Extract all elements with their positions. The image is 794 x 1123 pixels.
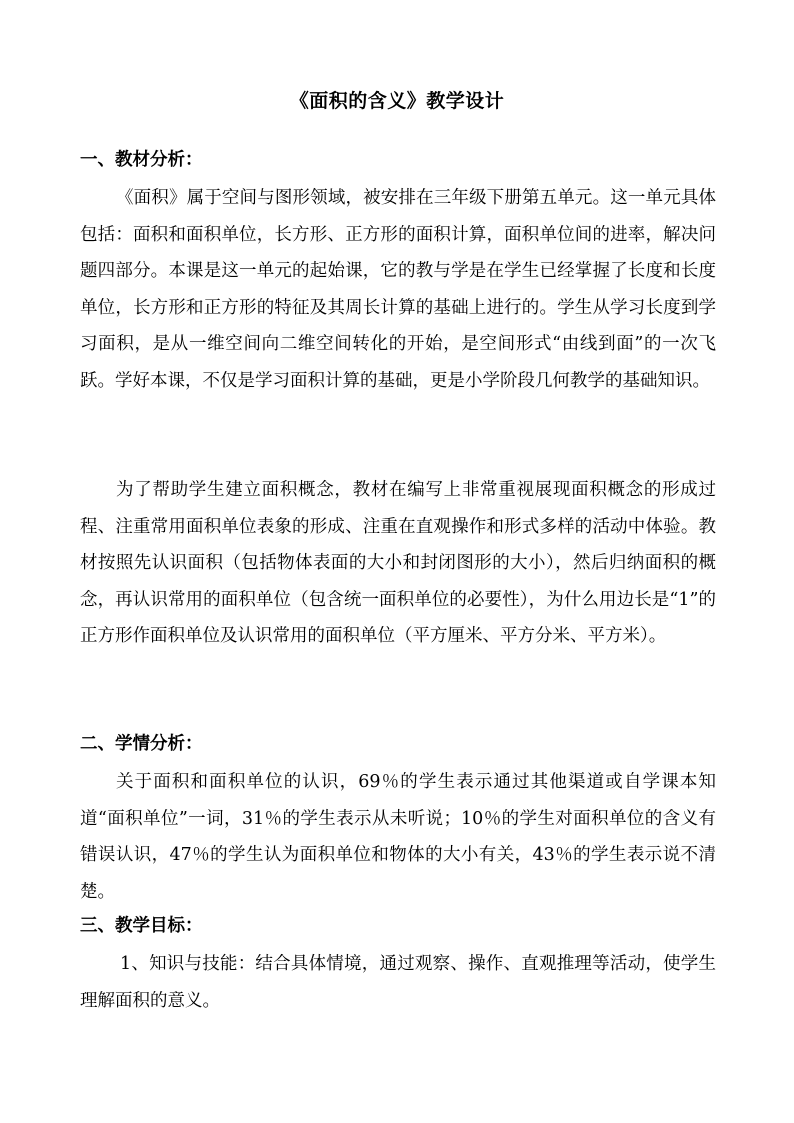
paragraph-teaching-goal-1: 1、知识与技能：结合具体情境，通过观察、操作、直观推理等活动，使学生理解面积的意义。	[80, 954, 716, 1011]
paragraph-textbook-analysis-2: 为了帮助学生建立面积概念，教材在编写上非常重视展现面积概念的形成过程、注重常用面积单位表象的形成、注重在直观操作和形式多样的活动中体验。教材按照先认识面积（包括物体表面的大小和封闭图形的大小），然后归纳面积的概念，再认识常用的面积单位（包含统一面积单位的必要性），为什么用边长是“1”的正方形作面积单位及认识常用的面积单位（平方厘米、平方分米、平方米）。	[80, 480, 716, 646]
paragraph-textbook-analysis-1: 《面积》属于空间与图形领域，被安排在三年级下册第五单元。这一单元具体包括：面积和面积单位，长方形、正方形的面积计算，面积单位间的进率，解决问题四部分。本课是这一单元的起始课，它的教与学是在学生已经掌握了长度和长度单位，长方形和正方形的特征及其周长计算的基础上进行的。学生从学习长度到学习面积，是从一维空间向二维空间转化的开始，是空间形式“由线到面”的一次飞跃。学好本课，不仅是学习面积计算的基础，更是小学阶段几何教学的基础知识。	[80, 188, 716, 391]
paragraph-student-analysis: 关于面积和面积单位的认识，69％的学生表示通过其他渠道或自学课本知道“面积单位”一词，31％的学生表示从未听说；10％的学生对面积单位的含义有错误认识，47％的学生认为面积单位和物体的大小有关，43％的学生表示说不清楚。	[80, 772, 716, 902]
section-heading-student-analysis: 二、学情分析：	[80, 734, 203, 754]
section-heading-textbook-analysis: 一、教材分析：	[80, 150, 203, 170]
section-heading-teaching-goals: 三、教学目标：	[80, 916, 203, 936]
document-title: 《面积的含义》教学设计	[289, 90, 505, 112]
